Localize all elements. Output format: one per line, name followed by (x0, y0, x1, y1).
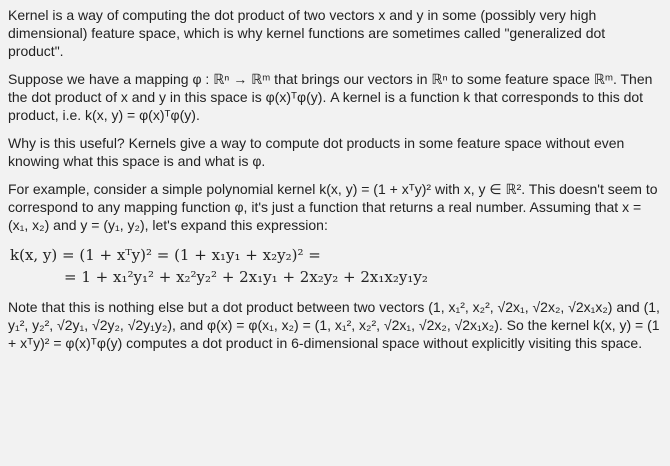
paragraph-example: For example, consider a simple polynomial kernel k(x, y) = (1 + xᵀy)² with x, y ∈ ℝ². This doesn't seem to correspond to any mapping function φ, it's just a function that returns a real number. Assuming that x = (x₁, x₂) and y = (y₁, y₂), let's expand this expression: (8, 181, 658, 233)
paragraph-why-useful: Why is this useful? Kernels give a way to compute dot products in some feature space without even knowing what this space is and what is φ. (8, 135, 625, 169)
paragraph-mapping: Suppose we have a mapping φ : ℝⁿ → ℝᵐ that brings our vectors in ℝⁿ to some feature space ℝᵐ. Then the dot product of x and y in this space is φ(x)ᵀφ(y). A kernel is a function k that corresponds to this dot product, i.e. k(x, y) = φ(x)ᵀφ(y). (8, 71, 653, 123)
display-equation (8, 244, 662, 288)
paragraph-definition: Kernel is a way of computing the dot product of two vectors x and y in some (possibly very high dimensional) feature space, which is why kernel functions are sometimes called "generalized dot product". (8, 7, 606, 59)
equation-line-2: = 1 + x₁²y₁² + x₂²y₂² + 2x₁y₁ + 2x₂y₂ + 2x₁x₂y₁y₂ (64, 268, 428, 286)
equation-line-1: k(x, y) = (1 + xᵀy)² = (1 + x₁y₁ + x₂y₂)² = (10, 246, 321, 264)
paragraph-conclusion: Note that this is nothing else but a dot product between two vectors (1, x₁², x₂², √2x₁, √2x₂, √2x₁x₂) and (1, y₁², y₂², √2y₁, √2y₂, √2y₁y₂), and φ(x) = φ(x₁, x₂) = (1, x₁², x₂², √2x₁, √2x₂, √2x₁x₂). So the kernel k(x, y) = (1 + xᵀy)² = φ(x)ᵀφ(y) computes a dot product in 6-dimensional space without explicitly visiting this space. (8, 299, 660, 351)
